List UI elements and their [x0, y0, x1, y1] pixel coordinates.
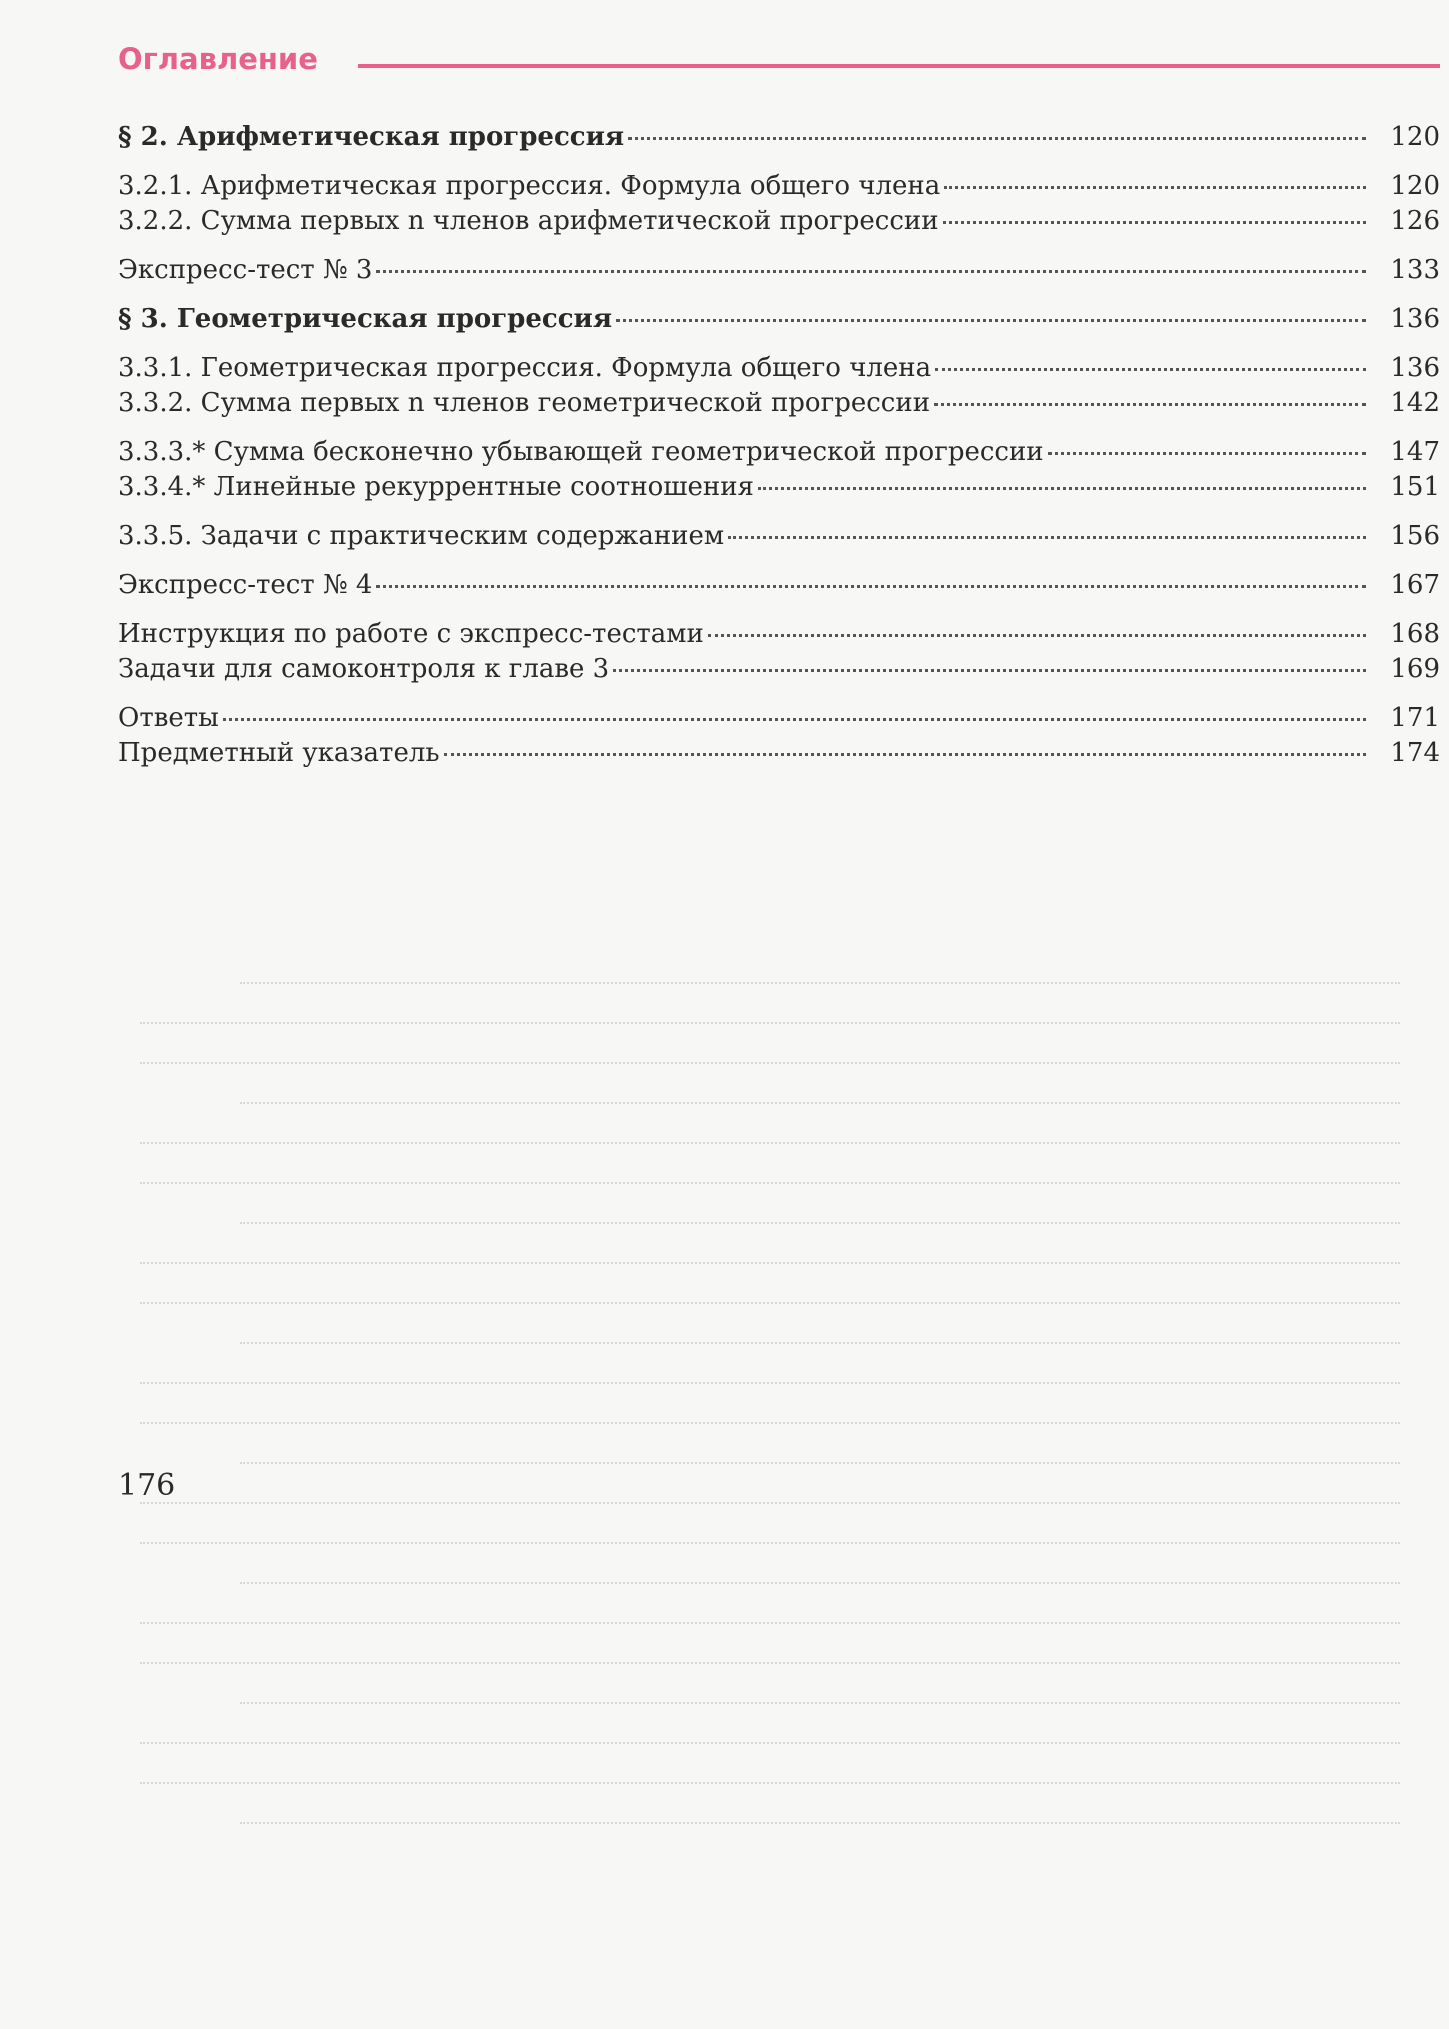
- toc-item: [118, 423, 1440, 472]
- dot-leader: [376, 270, 1366, 273]
- toc-item: [118, 689, 1440, 738]
- toc-title: [118, 616, 1370, 652]
- toc-label: 3.3.4.* Линейные рекуррентные соотношения: [118, 472, 754, 502]
- toc-item: [118, 241, 1440, 290]
- toc-label: Задачи для самоконтроля к главе 3: [118, 654, 610, 684]
- bleed-line: [240, 1328, 1400, 1344]
- dot-leader: [728, 536, 1366, 539]
- dot-leader: [628, 137, 1366, 140]
- header-divider: [358, 64, 1440, 68]
- dot-leader: [943, 221, 1366, 224]
- toc-title: [118, 518, 1370, 554]
- toc-page-number: 169: [1390, 654, 1440, 684]
- bleed-line: [240, 1208, 1400, 1224]
- toc-page-number: 133: [1390, 255, 1440, 285]
- bleed-line: [140, 1528, 1400, 1544]
- toc-title: [118, 567, 1370, 603]
- toc-title: [118, 350, 1370, 386]
- dot-leader: [934, 403, 1366, 406]
- bleed-line: [240, 1808, 1400, 1824]
- toc-item: [118, 206, 1440, 241]
- toc-label: Экспресс-тест № 4: [118, 570, 373, 600]
- toc-page-number: 147: [1390, 437, 1440, 467]
- toc-page-number: 167: [1390, 570, 1440, 600]
- toc-title: [118, 735, 1370, 771]
- dot-leader: [758, 487, 1366, 490]
- toc-label: Экспресс-тест № 3: [118, 255, 373, 285]
- dot-leader: [944, 186, 1366, 189]
- bleed-line: [240, 1688, 1400, 1704]
- toc-item: [118, 654, 1440, 689]
- toc-label: 3.3.5. Задачи с практическим содержанием: [118, 521, 725, 551]
- toc-label: 3.2.1. Арифметическая прогрессия. Формула общего члена: [118, 171, 941, 201]
- dot-leader: [223, 718, 1366, 721]
- bleed-line: [240, 968, 1400, 984]
- toc-page-number: 142: [1390, 388, 1440, 418]
- toc-item: [118, 472, 1440, 507]
- dot-leader: [613, 669, 1366, 672]
- toc-item: [118, 157, 1440, 206]
- toc-page-number: 120: [1390, 171, 1440, 201]
- bleed-line: [140, 1648, 1400, 1664]
- toc-title: [118, 651, 1370, 687]
- toc-section: [118, 107, 1440, 157]
- toc-page-number: 136: [1390, 304, 1440, 334]
- dot-leader: [376, 585, 1366, 588]
- toc-title: [118, 385, 1370, 421]
- bleed-line: [240, 1448, 1400, 1464]
- bleed-line: [140, 1128, 1400, 1144]
- toc-label: Предметный указатель: [118, 738, 440, 768]
- bleed-line: [240, 1088, 1400, 1104]
- toc-title: [118, 252, 1370, 288]
- toc-label: § 3. Геометрическая прогрессия: [118, 304, 613, 334]
- dot-leader: [935, 368, 1366, 371]
- bleed-line: [140, 1488, 1400, 1504]
- toc-item: [118, 388, 1440, 423]
- page-title: Оглавление: [118, 42, 318, 76]
- toc-title: [118, 168, 1370, 204]
- toc-label: 3.3.1. Геометрическая прогрессия. Формула общего члена: [118, 353, 932, 383]
- dot-leader: [708, 634, 1366, 637]
- table-of-contents: [118, 107, 1440, 773]
- toc-title: [118, 434, 1370, 470]
- bleed-line: [240, 1568, 1400, 1584]
- toc-item: [118, 507, 1440, 556]
- bleed-line: [140, 1408, 1400, 1424]
- bleed-line: [140, 1048, 1400, 1064]
- toc-title: [118, 700, 1370, 736]
- toc-title: [118, 469, 1370, 505]
- bleed-line: [140, 1768, 1400, 1784]
- toc-page-number: 136: [1390, 353, 1440, 383]
- bleed-line: [140, 1368, 1400, 1384]
- bleed-line: [140, 1728, 1400, 1744]
- toc-page-number: 156: [1390, 521, 1440, 551]
- toc-title: [118, 119, 1370, 155]
- toc-page-number: 174: [1390, 738, 1440, 768]
- toc-label: 3.2.2. Сумма первых n членов арифметической прогрессии: [118, 206, 939, 236]
- toc-item: [118, 556, 1440, 605]
- page-number: 176: [118, 1468, 176, 1503]
- toc-item: [118, 339, 1440, 388]
- toc-label: 3.3.3.* Сумма бесконечно убывающей геометрической прогрессии: [118, 437, 1044, 467]
- toc-page-number: 151: [1390, 472, 1440, 502]
- dot-leader: [616, 319, 1366, 322]
- toc-label: § 2. Арифметическая прогрессия: [118, 122, 625, 152]
- dot-leader: [1048, 452, 1366, 455]
- toc-item: [118, 605, 1440, 654]
- toc-title: [118, 203, 1370, 239]
- toc-label: 3.3.2. Сумма первых n членов геометрической прогрессии: [118, 388, 931, 418]
- toc-section: [118, 290, 1440, 339]
- bleed-line: [140, 1248, 1400, 1264]
- toc-label: Ответы: [118, 703, 219, 733]
- toc-page-number: 120: [1390, 122, 1440, 152]
- bleed-line: [140, 1608, 1400, 1624]
- toc-page-number: 126: [1390, 206, 1440, 236]
- page-header: [118, 30, 1440, 90]
- bleed-line: [140, 1288, 1400, 1304]
- toc-item: [118, 738, 1440, 773]
- bleed-line: [140, 1168, 1400, 1184]
- bleed-line: [140, 1008, 1400, 1024]
- toc-label: Инструкция по работе с экспресс-тестами: [118, 619, 704, 649]
- dot-leader: [444, 753, 1367, 756]
- toc-page-number: 171: [1390, 703, 1440, 733]
- toc-page-number: 168: [1390, 619, 1440, 649]
- toc-title: [118, 301, 1370, 337]
